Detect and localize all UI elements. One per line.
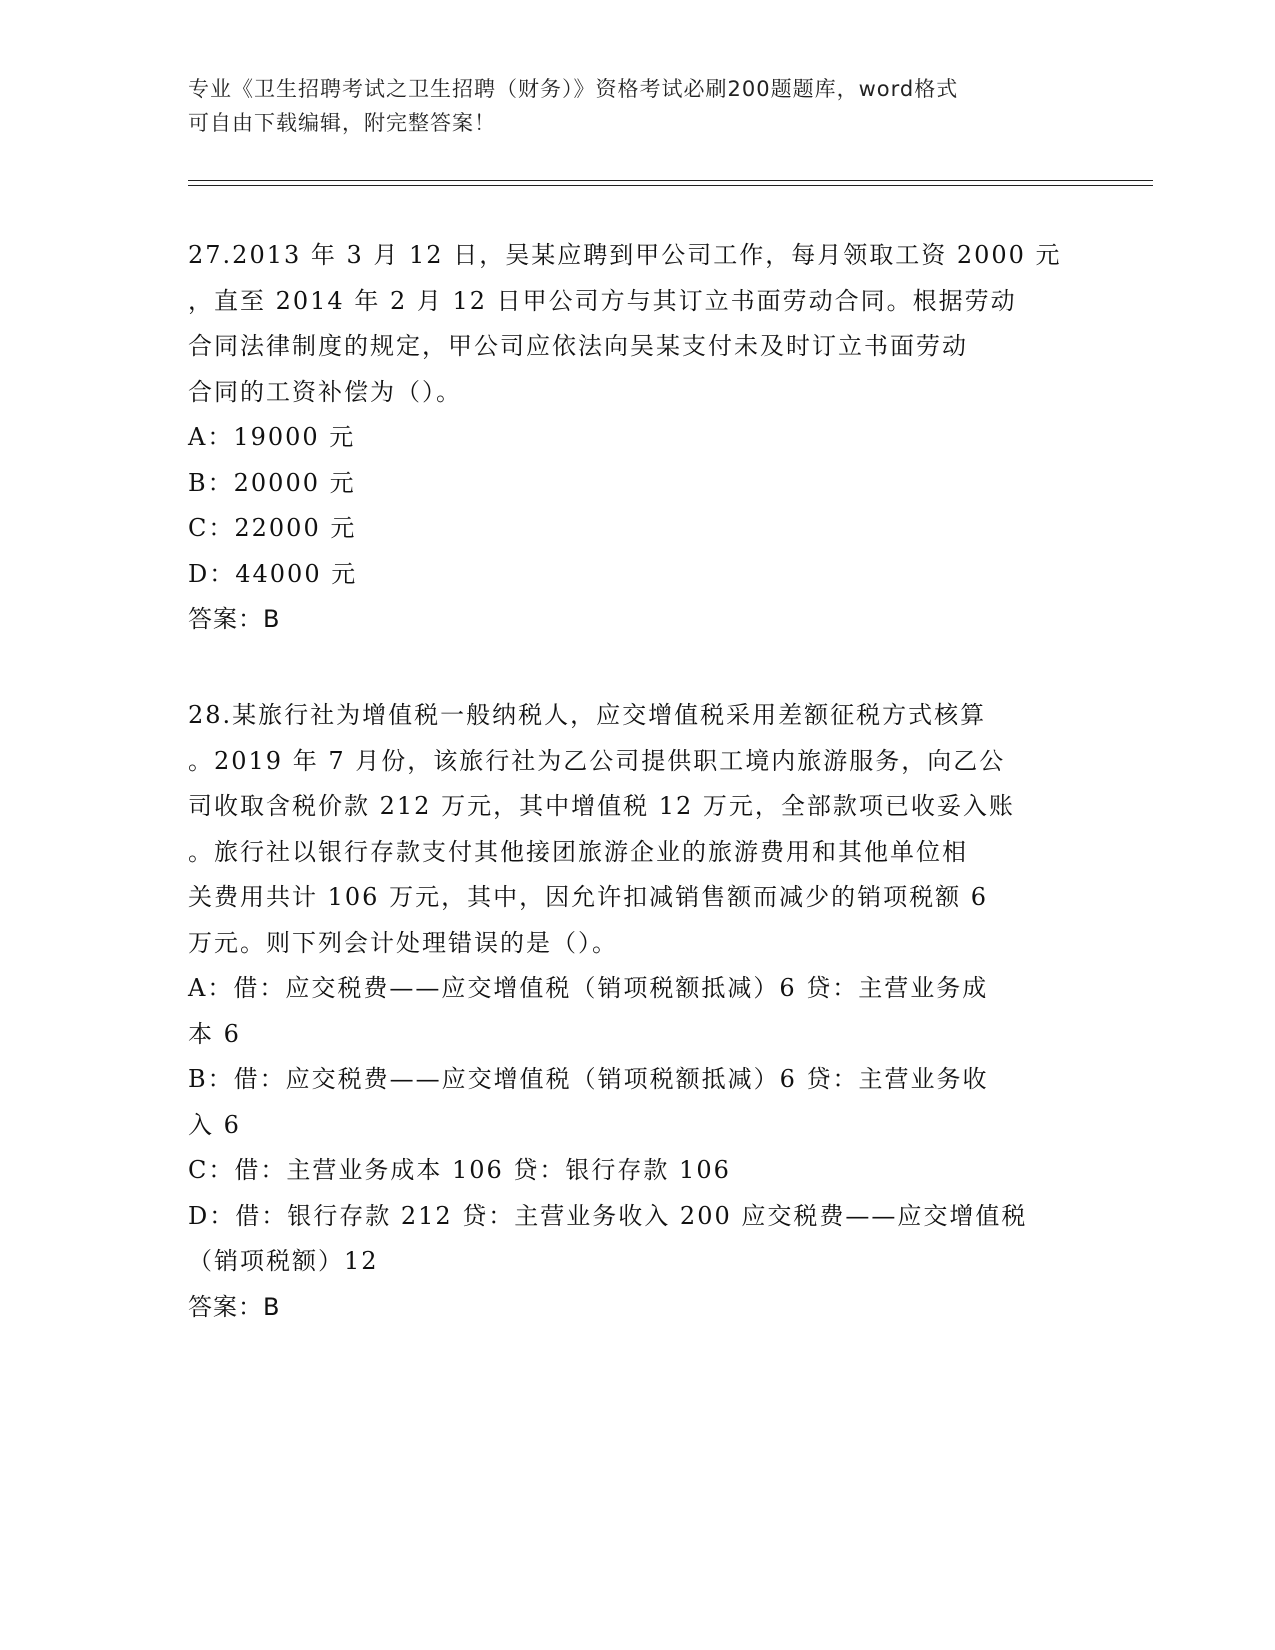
- question-stem-line: 。2019 年 7 月份，该旅行社为乙公司提供职工境内旅游服务，向乙公: [188, 746, 1006, 775]
- option-d-continued: （销项税额）12: [188, 1247, 379, 1275]
- question-stem-line: 28.某旅行社为增值税一般纳税人，应交增值税采用差额征税方式核算: [188, 701, 987, 729]
- header-line: 可自由下载编辑，附完整答案！: [188, 111, 496, 135]
- question-stem-line: 27.2013 年 3 月 12 日，吴某应聘到甲公司工作，每月领取工资 2000 元: [188, 241, 1062, 269]
- question-stem-line: 万元。则下列会计处理错误的是（）。: [188, 928, 618, 957]
- option-d: D：44000 元: [188, 559, 358, 588]
- option-b-continued: 入 6: [188, 1110, 241, 1139]
- document-header: [188, 72, 1068, 140]
- answer-line: 答案：B: [188, 605, 281, 633]
- question-stem-line: 。旅行社以银行存款支付其他接团旅游企业的旅游费用和其他单位相: [188, 837, 968, 866]
- question-stem-line: ，直至 2014 年 2 月 12 日甲公司方与其订立书面劳动合同。根据劳动: [188, 286, 1017, 315]
- option-b: B：20000 元: [188, 468, 356, 497]
- option-a: A：借：应交税费——应交增值税（销项税额抵减）6 贷：主营业务成: [188, 974, 989, 1002]
- option-c: C：借：主营业务成本 106 贷：银行存款 106: [188, 1156, 731, 1184]
- question-stem-line: 司收取含税价款 212 万元，其中增值税 12 万元，全部款项已收妥入账: [188, 792, 1015, 820]
- header-line: 专业《卫生招聘考试之卫生招聘（财务）》资格考试必刷200题题库，word格式: [188, 77, 959, 101]
- question-stem-line: 合同法律制度的规定，甲公司应依法向吴某支付未及时订立书面劳动: [188, 332, 968, 360]
- header-divider: [188, 185, 1153, 186]
- question-27: [188, 233, 1088, 643]
- question-stem-line: 合同的工资补偿为（）。: [188, 377, 462, 406]
- option-c: C：22000 元: [188, 514, 357, 542]
- question-28: [188, 693, 1088, 1330]
- question-stem-line: 关费用共计 106 万元，其中，因允许扣减销售额而减少的销项税额 6: [188, 883, 988, 911]
- option-b: B：借：应交税费——应交增值税（销项税额抵减）6 贷：主营业务收: [188, 1065, 989, 1093]
- option-d: D：借：银行存款 212 贷：主营业务收入 200 应交税费——应交增值税: [188, 1201, 1028, 1230]
- answer-line: 答案：B: [188, 1292, 281, 1321]
- option-a: A：19000 元: [188, 423, 356, 451]
- header-divider: [188, 180, 1153, 181]
- option-a-continued: 本 6: [188, 1019, 241, 1048]
